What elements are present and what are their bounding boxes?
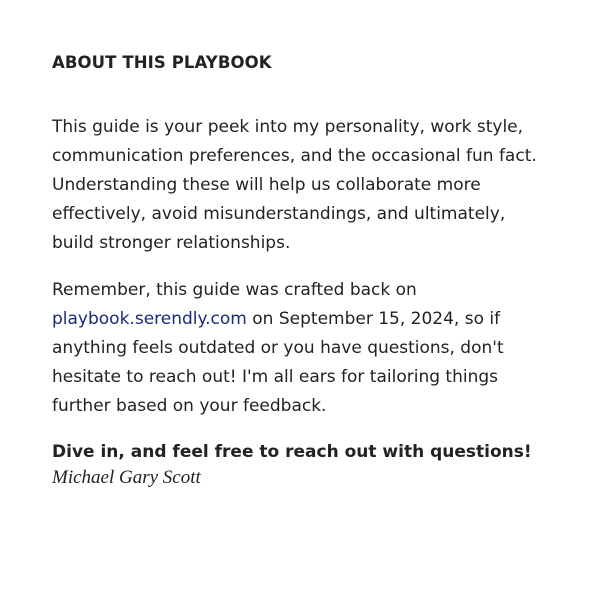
remember-paragraph bbox=[52, 276, 548, 421]
signature: Michael Gary Scott bbox=[52, 467, 201, 488]
remember-text-before-link: Remember, this guide was crafted back on bbox=[52, 280, 417, 300]
playbook-link[interactable]: playbook.serendly.com bbox=[52, 309, 247, 329]
remember-text-after-link: on September 15, 2024, so if anything feels outdated or you have questions, don't hesitate to reach out! I'm all ears for tailoring things further based on your feedback. bbox=[52, 309, 504, 416]
page-title: ABOUT THIS PLAYBOOK bbox=[52, 53, 272, 72]
closing-line: Dive in, and feel free to reach out with questions! bbox=[52, 442, 532, 462]
intro-paragraph: This guide is your peek into my personality, work style, communication preferences, and the occasional fun fact. Understanding these will help us collaborate more effectively, avoid misunderstandings, and ultimately, build stronger relationships. bbox=[52, 117, 537, 253]
